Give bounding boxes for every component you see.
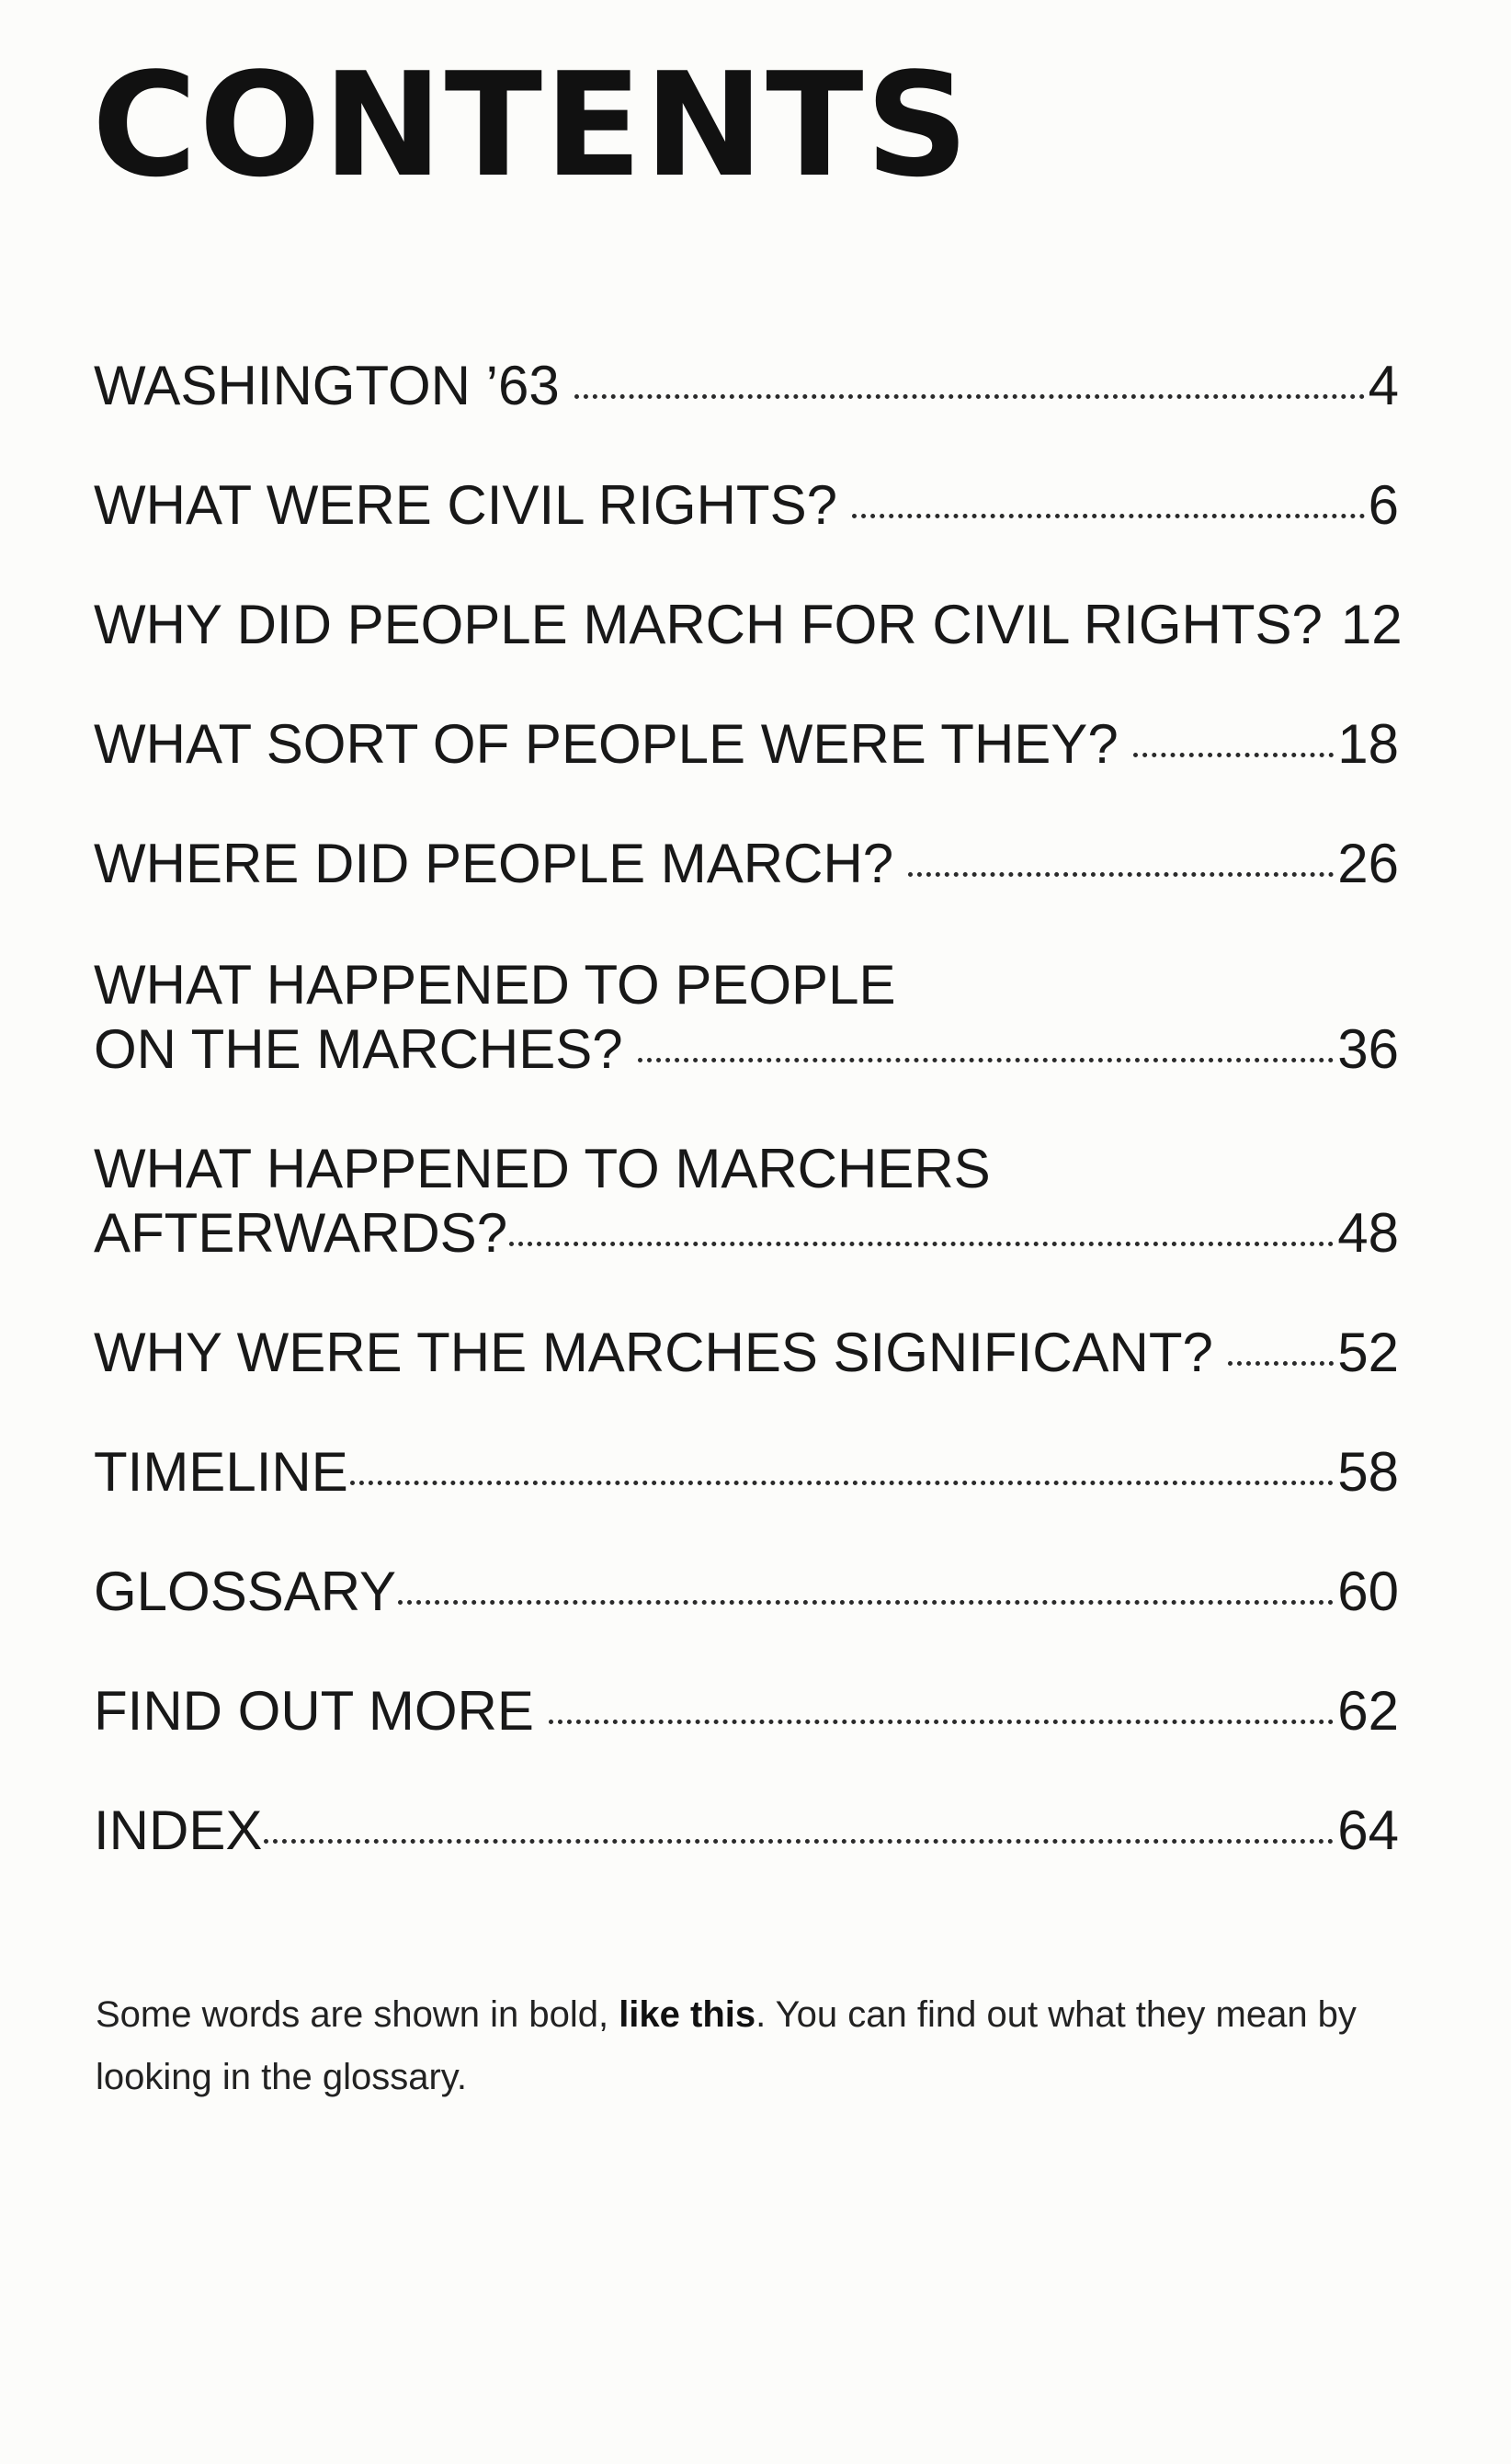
toc-entry-label: WHY WERE THE MARCHES SIGNIFICANT?	[94, 1322, 1213, 1383]
toc-entry-washington-63[interactable]	[94, 354, 1399, 418]
toc-entry-find-out-more[interactable]	[94, 1679, 1399, 1743]
dot-leader	[398, 1600, 1334, 1605]
dot-leader	[908, 872, 1334, 877]
dot-leader	[350, 1481, 1335, 1485]
dot-leader	[1133, 753, 1335, 757]
toc-entry-label-line1: WHAT HAPPENED TO MARCHERS	[94, 1138, 991, 1199]
toc-entry-page-number: 58	[1337, 1441, 1399, 1503]
dot-leader	[264, 1839, 1334, 1844]
dot-leader	[574, 394, 1365, 399]
glossary-note-text-after: . You can find out what they mean by looking in the glossary.	[96, 1994, 1357, 2097]
dot-leader	[509, 1242, 1334, 1246]
toc-entry-what-happened-to-people[interactable]	[94, 953, 1399, 1082]
toc-entry-page-number: 18	[1337, 713, 1399, 775]
glossary-note	[96, 1983, 1419, 2108]
toc-entry-label: TIMELINE	[94, 1441, 348, 1503]
toc-entry-what-were-civil-rights[interactable]	[94, 473, 1399, 538]
dot-leader	[638, 1058, 1335, 1062]
toc-entry-index[interactable]	[94, 1799, 1399, 1863]
toc-entry-label: WHERE DID PEOPLE MARCH?	[94, 833, 894, 894]
toc-entry-page-number: 36	[1337, 1018, 1399, 1080]
page-title: CONTENTS	[92, 41, 971, 209]
toc-entry-what-happened-to-marchers[interactable]	[94, 1137, 1399, 1266]
toc-entry-label-line2: AFTERWARDS?	[94, 1202, 508, 1264]
toc-entry-page-number: 4	[1368, 355, 1399, 416]
toc-entry-where-did-people-march[interactable]	[94, 832, 1399, 896]
bold-example-text: like this	[619, 1994, 756, 2035]
toc-entry-label-line1: WHAT HAPPENED TO PEOPLE	[94, 954, 896, 1016]
toc-entry-what-sort-of-people[interactable]	[94, 712, 1399, 777]
toc-entry-page-number: 52	[1337, 1322, 1399, 1383]
toc-entry-label: GLOSSARY	[94, 1561, 397, 1622]
toc-entry-glossary[interactable]	[94, 1560, 1399, 1624]
dot-leader	[549, 1720, 1334, 1724]
glossary-note-text-before: Some words are shown in bold,	[96, 1994, 619, 2035]
toc-entry-page-number: 6	[1368, 474, 1399, 536]
toc-entry-page-number: 48	[1337, 1202, 1399, 1264]
toc-entry-why-were-marches-significant[interactable]	[94, 1321, 1399, 1385]
toc-entry-label: WHAT SORT OF PEOPLE WERE THEY?	[94, 713, 1119, 775]
toc-entry-page-number: 60	[1337, 1561, 1399, 1622]
toc-entry-label: WASHINGTON ’63	[94, 355, 560, 416]
toc-entry-page-number: 64	[1337, 1800, 1399, 1861]
toc-entry-why-did-people-march[interactable]	[94, 593, 1403, 657]
toc-entry-label-line2: ON THE MARCHES?	[94, 1018, 623, 1080]
toc-entry-label: FIND OUT MORE	[94, 1680, 534, 1742]
toc-entry-label: INDEX	[94, 1800, 263, 1861]
toc-entry-page-number: 12	[1340, 594, 1403, 655]
toc-entry-label: WHY DID PEOPLE MARCH FOR CIVIL RIGHTS?	[94, 594, 1323, 655]
dot-leader	[1228, 1361, 1334, 1366]
toc-entry-page-number: 62	[1337, 1680, 1399, 1742]
toc-entry-page-number: 26	[1337, 833, 1399, 894]
dot-leader	[852, 514, 1365, 518]
toc-entry-label: WHAT WERE CIVIL RIGHTS?	[94, 474, 837, 536]
toc-entry-timeline[interactable]	[94, 1440, 1399, 1505]
table-of-contents	[94, 0, 1403, 1930]
